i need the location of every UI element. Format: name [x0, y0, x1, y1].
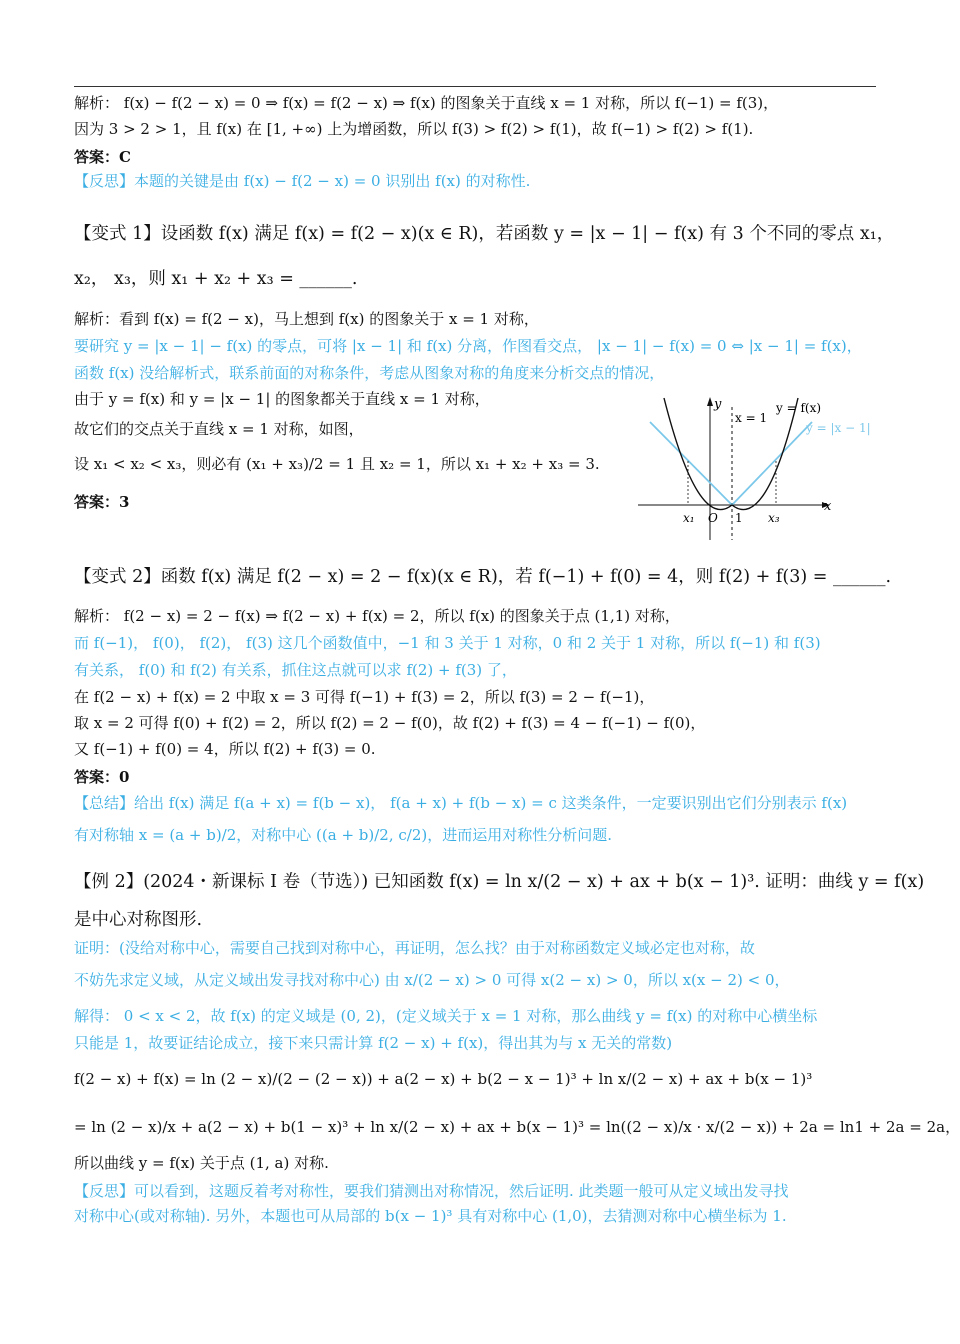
text-line: 【例 2】(2024・新课标 I 卷（节选）) 已知函数 f(x) = ln x/(2 − x) + ax + b(x − 1)³. 证明：曲线 y = f(x) [74, 872, 925, 892]
text-line: x₂， x₃，则 x₁ + x₂ + x₃ = ______. [74, 269, 358, 289]
x3-label: x₃ [768, 511, 780, 525]
text-line: 对称中心(或对称轴). 另外，本题也可从局部的 b(x − 1)³ 具有对称中心 (1,0)，去猜测对称中心横坐标为 1. [74, 1207, 787, 1225]
symmetry-line-label: x = 1 [735, 411, 768, 425]
x-axis-label: x [824, 499, 832, 514]
text-line: 因为 3 > 2 > 1，且 f(x) 在 [1, +∞) 上为增函数，所以 f(3) > f(2) > f(1)，故 f(−1) > f(2) > f(1). [74, 120, 754, 138]
text-line: 函数 f(x) 没给解析式，联系前面的对称条件，考虑从图象对称的角度来分析交点的情况， [74, 364, 665, 382]
text-line: = ln (2 − x)/x + a(2 − x) + b(1 − x)³ + ln x/(2 − x) + ax + b(x − 1)³ = ln((2 − x)/x · x/(2 − x)) + 2a = ln1 + 2a = 2a， [74, 1118, 960, 1136]
text-line: 只能是 1，故要证结论成立，接下来只需计算 f(2 − x) + f(x)，得出其为与 x 无关的常数) [74, 1034, 673, 1052]
text-line: 所以曲线 y = f(x) 关于点 (1, a) 对称. [74, 1154, 329, 1172]
text-line: 有关系， f(0) 和 f(2) 有关系，抓住这点就可以求 f(2) + f(3) 了， [74, 661, 517, 679]
text-line: 【总结】给出 f(x) 满足 f(a + x) = f(b − x)， f(a + x) + f(b − x) = c 这类条件，一定要识别出它们分别表示 f(x) [74, 794, 848, 812]
text-line: 有对称轴 x = (a + b)/2，对称中心 ((a + b)/2, c/2)，进而运用对称性分析问题. [74, 826, 613, 844]
text-line: 在 f(2 − x) + f(x) = 2 中取 x = 3 可得 f(−1) + f(3) = 2，所以 f(3) = 2 − f(−1)， [74, 688, 655, 706]
text-line: 【变式 1】设函数 f(x) 满足 f(x) = f(2 − x)(x ∈ R)，若函数 y = |x − 1| − f(x) 有 3 个不同的零点 x₁， [74, 224, 895, 244]
abs-curve-label: y = |x − 1| [806, 421, 871, 435]
one-label: 1 [735, 511, 743, 525]
text-line: 要研究 y = |x − 1| − f(x) 的零点，可将 |x − 1| 和 f(x) 分离，作图看交点， |x − 1| − f(x) = 0 ⇔ |x − 1| = f(x)， [74, 337, 862, 355]
text-line: 【反思】可以看到，这题反着考对称性，要我们猜测出对称情况，然后证明. 此类题一般可从定义域出发寻找 [74, 1182, 789, 1200]
text-line: 答案：C [74, 148, 131, 166]
text-line: 答案：0 [74, 768, 130, 786]
text-line: 【反思】本题的关键是由 f(x) − f(2 − x) = 0 识别出 f(x) 的对称性. [74, 172, 531, 190]
text-line: 由于 y = f(x) 和 y = |x − 1| 的图象都关于直线 x = 1 对称， [74, 390, 490, 408]
text-line: 取 x = 2 可得 f(0) + f(2) = 2，所以 f(2) = 2 − f(0)，故 f(2) + f(3) = 4 − f(−1) − f(0)， [74, 714, 706, 732]
text-line: 故它们的交点关于直线 x = 1 对称，如图， [74, 420, 364, 438]
origin-label: O [708, 511, 718, 525]
text-line: 又 f(−1) + f(0) = 4，所以 f(2) + f(3) = 0. [74, 740, 376, 758]
text-line: 解析：看到 f(x) = f(2 − x)，马上想到 f(x) 的图象关于 x = 1 对称， [74, 310, 539, 328]
text-line: 解析： f(2 − x) = 2 − f(x) ⇒ f(2 − x) + f(x) = 2，所以 f(x) 的图象关于点 (1,1) 对称， [74, 607, 680, 625]
text-line: 而 f(−1)， f(0)， f(2)， f(3) 这几个函数值中，−1 和 3 关于 1 对称，0 和 2 关于 1 对称，所以 f(−1) 和 f(3) [74, 634, 821, 652]
text-line: 【变式 2】函数 f(x) 满足 f(2 − x) = 2 − f(x)(x ∈ R)，若 f(−1) + f(0) = 4，则 f(2) + f(3) = ______. [74, 567, 892, 587]
f-curve-label: y = f(x) [776, 401, 822, 415]
text-line: 答案：3 [74, 493, 130, 511]
y-axis-arrow-icon [707, 397, 713, 406]
text-line: 解得： 0 < x < 2，故 f(x) 的定义域是 (0, 2)，(定义域关于 x = 1 对称，那么曲线 y = f(x) 的对称中心横坐标 [74, 1007, 818, 1025]
text-line: 是中心对称图形. [74, 910, 203, 930]
text-line: 不妨先求定义域，从定义域出发寻找对称中心) 由 x/(2 − x) > 0 可得 x(2 − x) > 0，所以 x(x − 2) < 0， [74, 971, 790, 989]
x1-label: x₁ [683, 511, 695, 525]
symmetry-graph [638, 392, 871, 540]
y-axis-label: y [714, 397, 722, 412]
text-line: f(2 − x) + f(x) = ln (2 − x)/(2 − (2 − x)) + a(2 − x) + b(2 − x − 1)³ + ln x/(2 − x) + ax + b(x − 1)³ [74, 1070, 813, 1088]
text-line: 证明：(没给对称中心，需要自己找到对称中心，再证明，怎么找？由于对称函数定义域必定也对称，故 [74, 939, 755, 957]
text-line: 设 x₁ < x₂ < x₃，则必有 (x₁ + x₃)/2 = 1 且 x₂ = 1，所以 x₁ + x₂ + x₃ = 3. [74, 455, 600, 473]
top-rule [74, 86, 876, 87]
text-line: 解析： f(x) − f(2 − x) = 0 ⇒ f(x) = f(2 − x) ⇒ f(x) 的图象关于直线 x = 1 对称，所以 f(−1) = f(3)， [74, 94, 779, 112]
